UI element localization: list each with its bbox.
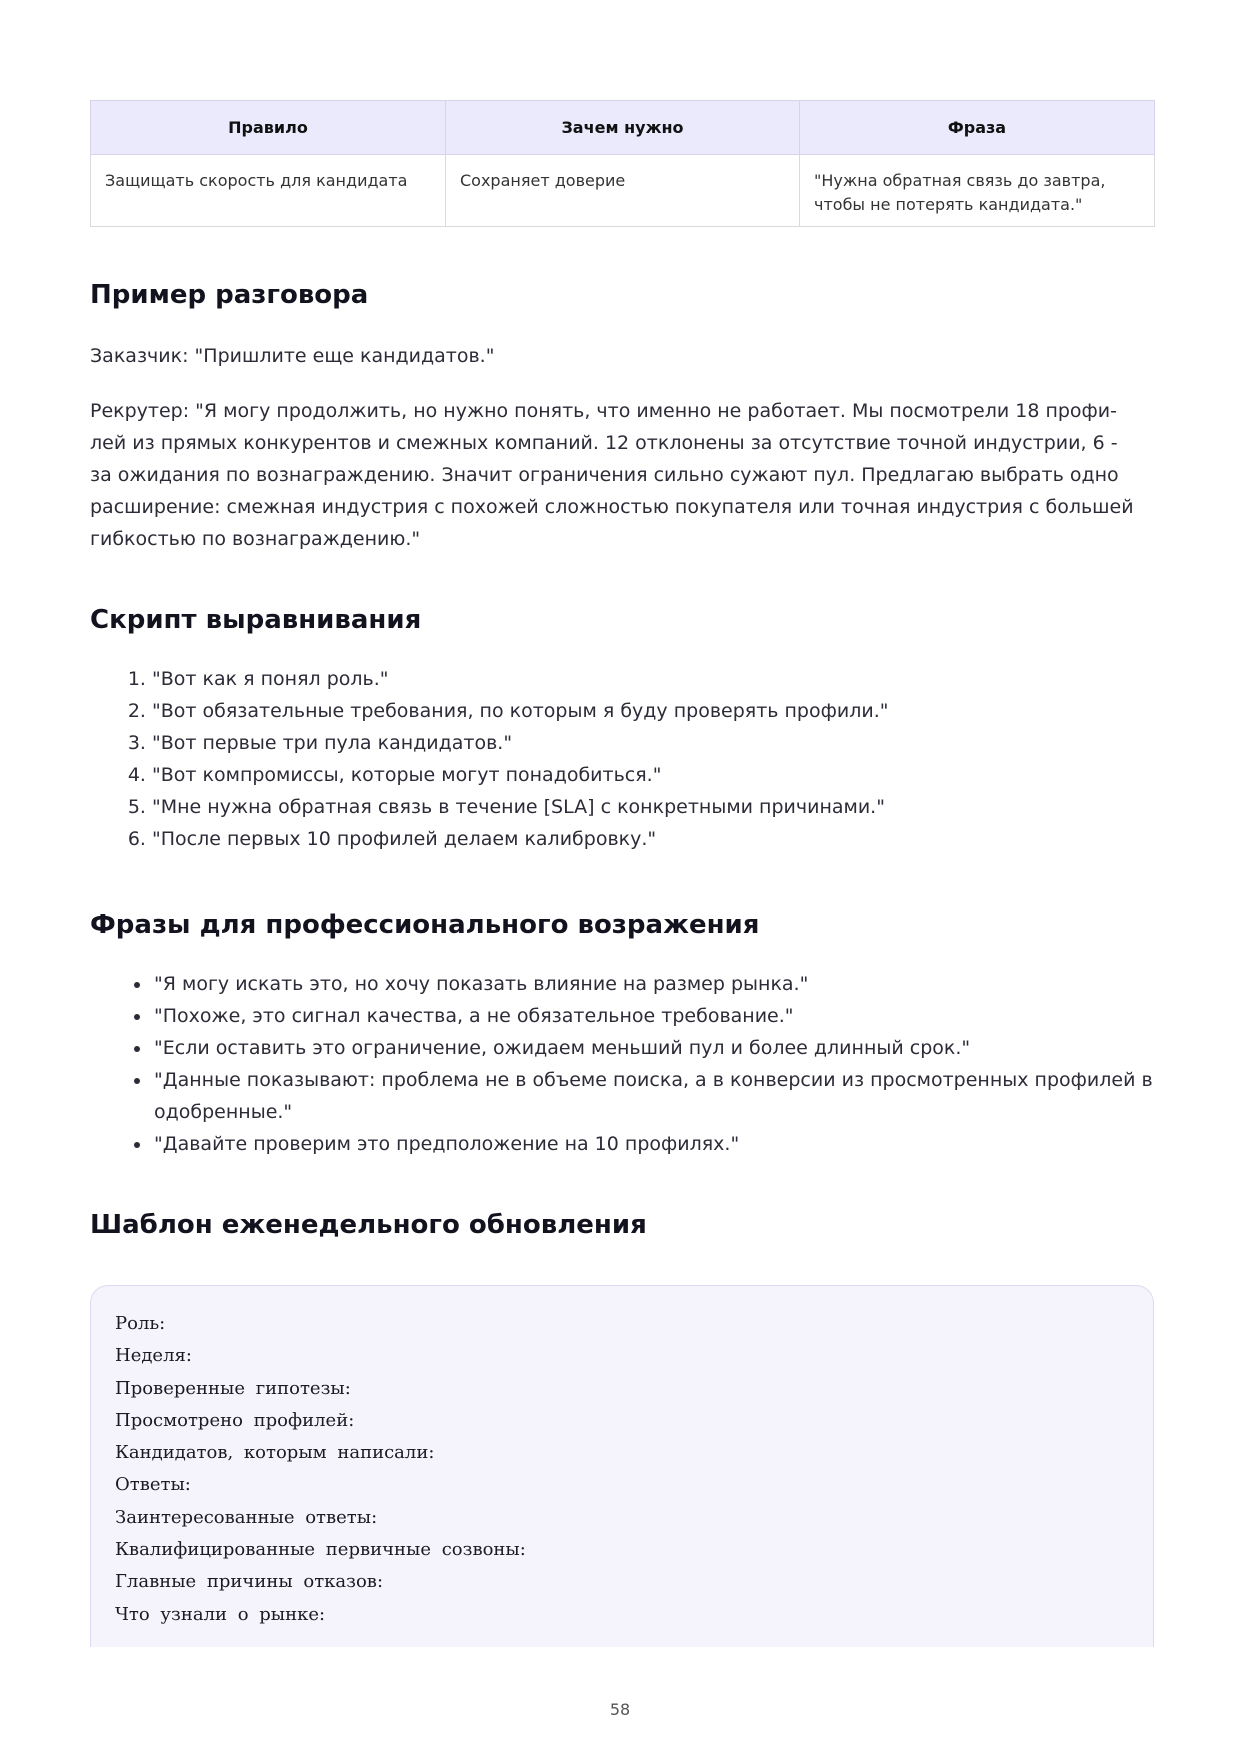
list-item: 5. "Мне нужна обратная связь в течение [SLA] с конкретными причинами." <box>152 791 1192 823</box>
section-title-weekly: Шаблон еженедельного обновления <box>90 1210 647 1240</box>
table-cell: Защищать скорость для кандидата <box>91 155 446 227</box>
template-line: Заинтересованные ответы: <box>115 1506 378 1528</box>
section-title-conversation: Пример разговора <box>90 280 369 310</box>
template-line: Проверенные гипотезы: <box>115 1377 351 1399</box>
document-page <box>90 100 1154 1625</box>
table-header-cell: Правило <box>91 101 446 155</box>
table-header-cell: Фраза <box>800 101 1155 155</box>
client-line: Заказчик: "Пришлите еще кандидатов." <box>90 345 495 367</box>
table-cell: "Нужна обратная связь до завтра, чтобы не потерять кандидата." <box>800 155 1155 227</box>
list-item: 3. "Вот первые три пула кандидатов." <box>152 727 1192 759</box>
list-item: 4. "Вот компромиссы, которые могут понадобиться." <box>152 759 1192 791</box>
template-line: Просмотрено профилей: <box>115 1409 355 1431</box>
template-line: Квалифицированные первичные созвоны: <box>115 1539 526 1561</box>
list-item: • "Давайте проверим это предположение на 10 профилях." <box>152 1128 1192 1160</box>
template-line: Неделя: <box>115 1345 192 1367</box>
list-item: • "Похоже, это сигнал качества, а не обязательное требование." <box>152 1000 1192 1032</box>
list-item: 6. "После первых 10 профилей делаем калибровку." <box>152 823 1192 855</box>
table-cell: Сохраняет доверие <box>446 155 800 227</box>
table-header-cell: Зачем нужно <box>446 101 800 155</box>
weekly-template-box <box>90 1285 1154 1647</box>
table-header-row <box>91 101 1155 155</box>
recruiter-line: Рекрутер: "Я могу продолжить, но нужно понять, что именно не работает. Мы посмотрели 18 профилей из прямых конкурентов и смежных компаний. 12 отклонены за отсутствие точной индустрии, 6 - за ожидания по вознаграждению. Значит ограничения сильно сужают пул. Предлагаю выбрать одно расширение: смежная индустрия с похожей сложностью покупателя или точная индустрия с большей гибкостью по вознаграждению." <box>90 400 1134 550</box>
list-item: • "Если оставить это ограничение, ожидаем меньший пул и более длинный срок." <box>152 1032 1192 1064</box>
script-list <box>90 663 1192 855</box>
template-line: Роль: <box>115 1313 166 1334</box>
rules-table <box>90 100 1155 227</box>
section-title-script: Скрипт выравнивания <box>90 605 422 635</box>
table-row <box>91 155 1155 227</box>
section-title-phrases: Фразы для профессионального возражения <box>90 910 760 940</box>
list-item: 1. "Вот как я понял роль." <box>152 663 1192 695</box>
page-number: 58 <box>609 1700 631 1719</box>
template-line: Что узнали о рынке: <box>115 1603 326 1625</box>
list-item: • "Я могу искать это, но хочу показать влияние на размер рынка." <box>152 968 1192 1000</box>
template-line: Ответы: <box>115 1474 191 1496</box>
template-line: Главные причины отказов: <box>115 1571 384 1593</box>
list-item: 2. "Вот обязательные требования, по которым я буду проверять профили." <box>152 695 1192 727</box>
list-item: • "Данные показывают: проблема не в объеме поиска, а в конверсии из просмотренных профилей в одобренные." <box>152 1064 1192 1128</box>
phrases-list <box>90 968 1192 1160</box>
template-line: Кандидатов, которым написали: <box>115 1442 435 1464</box>
